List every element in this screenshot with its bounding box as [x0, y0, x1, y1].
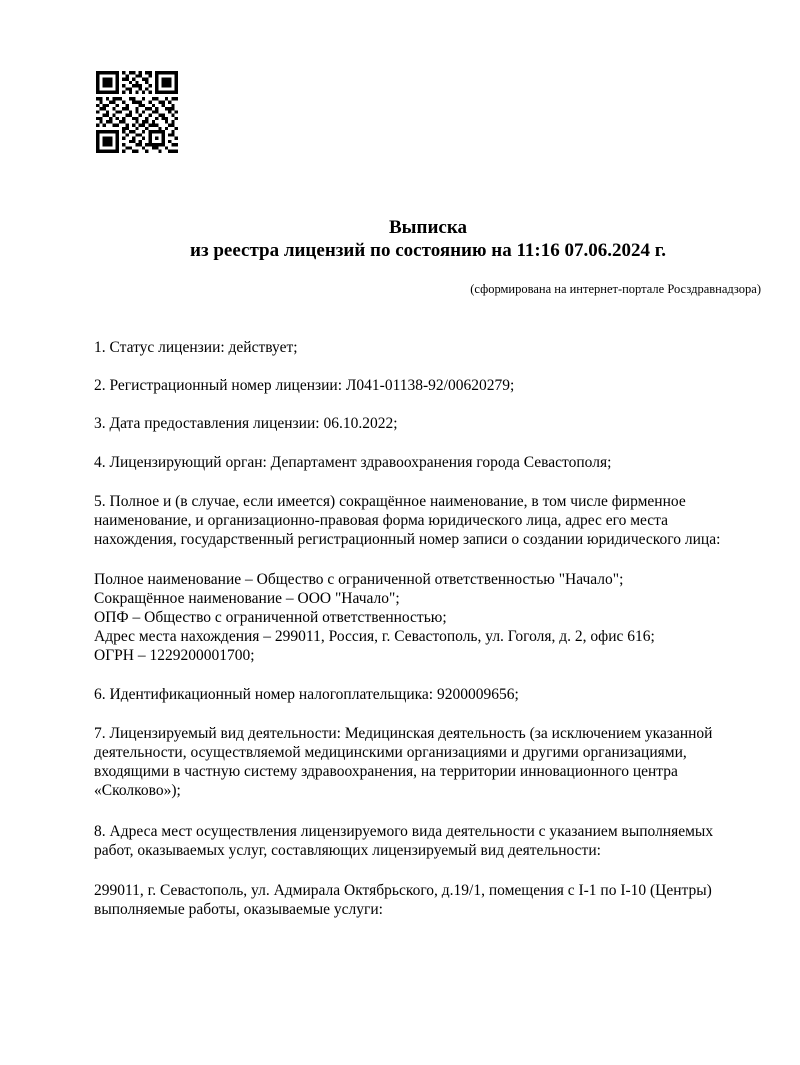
text-line: входящими в частную систему здравоохранения, на территории инновационного центра — [94, 763, 678, 780]
text-line: деятельности, осуществляемой медицинскими организациями и другими организациями, — [94, 744, 687, 761]
source-note: (сформирована на интернет-портале Росздравнадзора) — [470, 282, 761, 296]
item-registration-number: 2. Регистрационный номер лицензии: Л041-01138-92/00620279; — [94, 377, 515, 394]
activity-address: 299011, г. Севастополь, ул. Адмирала Октябрьского, д.19/1, помещения с I-1 по I-10 (Центры) — [94, 882, 712, 899]
activity-address-block — [94, 881, 734, 919]
item-activity-addresses — [94, 822, 734, 860]
organization-details — [94, 570, 734, 665]
text-line: «Сколково»); — [94, 782, 181, 799]
org-address: Адрес места нахождения – 299011, Россия, г. Севастополь, ул. Гоголя, д. 2, офис 616; — [94, 628, 655, 645]
qr-code-icon — [96, 71, 178, 153]
item-licensing-authority: 4. Лицензирующий орган: Департамент здравоохранения города Севастополя; — [94, 454, 612, 471]
org-legal-form: ОПФ – Общество с ограниченной ответственностью; — [94, 609, 447, 626]
text-line: 5. Полное и (в случае, если имеется) сокращённое наименование, в том числе фирменное — [94, 493, 686, 510]
org-full-name: Полное наименование – Общество с ограниченной ответственностью "Начало"; — [94, 571, 624, 588]
item-inn: 6. Идентификационный номер налогоплательщика: 9200009656; — [94, 686, 519, 703]
item-issue-date: 3. Дата предоставления лицензии: 06.10.2022; — [94, 415, 398, 432]
item-license-status: 1. Статус лицензии: действует; — [94, 339, 298, 356]
document-subtitle: из реестра лицензий по состоянию на 11:16 07.06.2024 г. — [190, 240, 666, 261]
item-organization-heading — [94, 492, 734, 549]
services-label: выполняемые работы, оказываемые услуги: — [94, 901, 383, 918]
text-line: нахождения, государственный регистрационный номер записи о создании юридического лица: — [94, 531, 721, 548]
document-title: Выписка — [389, 217, 467, 238]
text-line: 7. Лицензируемый вид деятельности: Медицинская деятельность (за исключением указанной — [94, 725, 713, 742]
org-ogrn: ОГРН – 1229200001700; — [94, 647, 255, 664]
item-activity-type — [94, 724, 734, 800]
org-short-name: Сокращённое наименование – ООО "Начало"; — [94, 590, 400, 607]
text-line: 8. Адреса мест осуществления лицензируемого вида деятельности с указанием выполняемых — [94, 823, 714, 840]
text-line: наименование, и организационно-правовая форма юридического лица, адрес его места — [94, 512, 669, 529]
text-line: работ, оказываемых услуг, составляющих лицензируемый вид деятельности: — [94, 842, 601, 859]
